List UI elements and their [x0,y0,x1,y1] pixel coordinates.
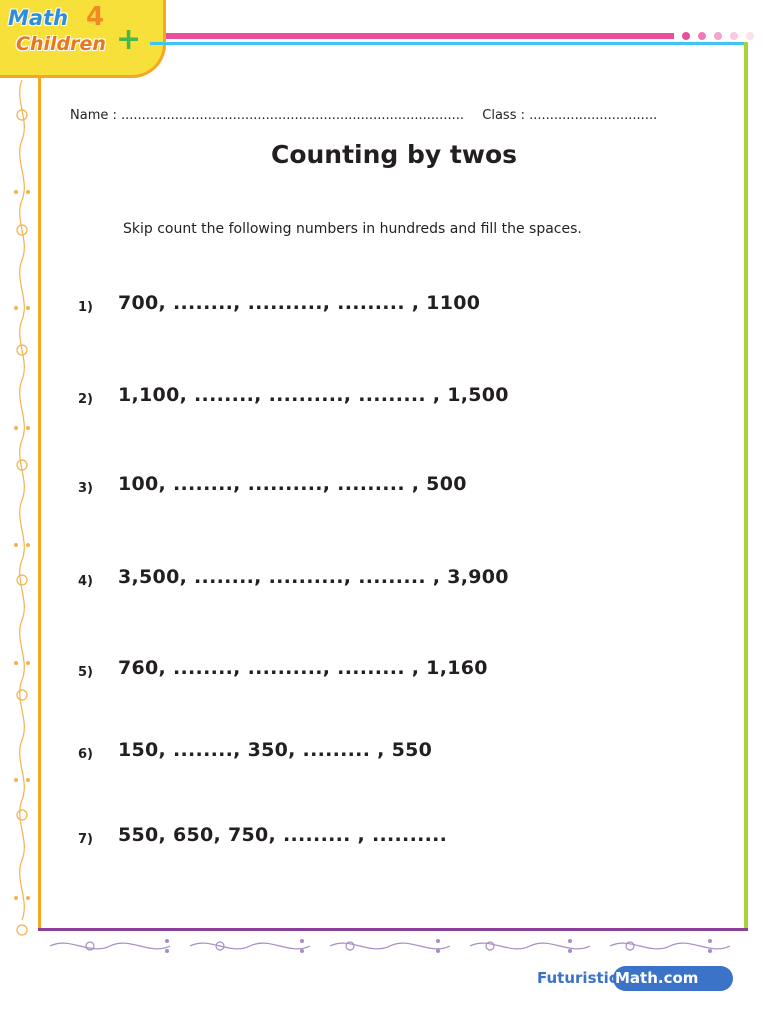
question-number: 2) [78,392,93,407]
question-number: 4) [78,574,93,589]
brand-text-futuristic: Futuristic [537,969,618,987]
pink-dot-icon [746,32,754,40]
logo-text-children: Children [16,33,106,55]
logo-text-math: Math [8,6,69,30]
question-number: 6) [78,747,93,762]
logo-plus-icon: + [116,22,142,57]
question-number: 3) [78,481,93,496]
pink-dot-icon [730,32,738,40]
question-text[interactable]: 550, 650, 750, ......... , .......... [118,824,448,846]
right-green-border [744,42,748,930]
left-orange-border [38,78,41,930]
bottom-ornament-border [40,934,752,958]
question-text[interactable]: 1,100, ........, .........., ......... , 1,500 [118,384,509,406]
name-field[interactable]: Name : ................................................................................... [70,108,464,123]
question-number: 5) [78,665,93,680]
site-logo [0,0,166,78]
student-info-row [70,108,710,123]
top-pink-rule [166,33,674,39]
bottom-purple-border [38,928,748,931]
question-text[interactable]: 700, ........, .........., ......... , 1100 [118,292,481,314]
brand-text-math-com: Math.com [615,969,699,987]
question-text[interactable]: 150, ........, 350, ......... , 550 [118,739,433,761]
pink-dot-icon [714,32,722,40]
pink-dot-icon [682,32,690,40]
question-number: 1) [78,300,93,315]
top-cyan-rule [150,42,748,45]
footer-brand[interactable] [537,966,733,991]
pink-dot-icon [698,32,706,40]
question-text[interactable]: 760, ........, .........., ......... , 1,160 [118,657,488,679]
class-field[interactable]: Class : ............................... [482,108,658,123]
worksheet-title: Counting by twos [270,140,518,169]
question-text[interactable]: 3,500, ........, .........., ......... , 3,900 [118,566,509,588]
question-text[interactable]: 100, ........, .........., ......... , 500 [118,473,467,495]
logo-text-four: 4 [86,2,105,32]
left-ornament-border [8,80,36,940]
instruction-text: Skip count the following numbers in hundreds and fill the spaces. [123,221,582,237]
question-number: 7) [78,832,93,847]
